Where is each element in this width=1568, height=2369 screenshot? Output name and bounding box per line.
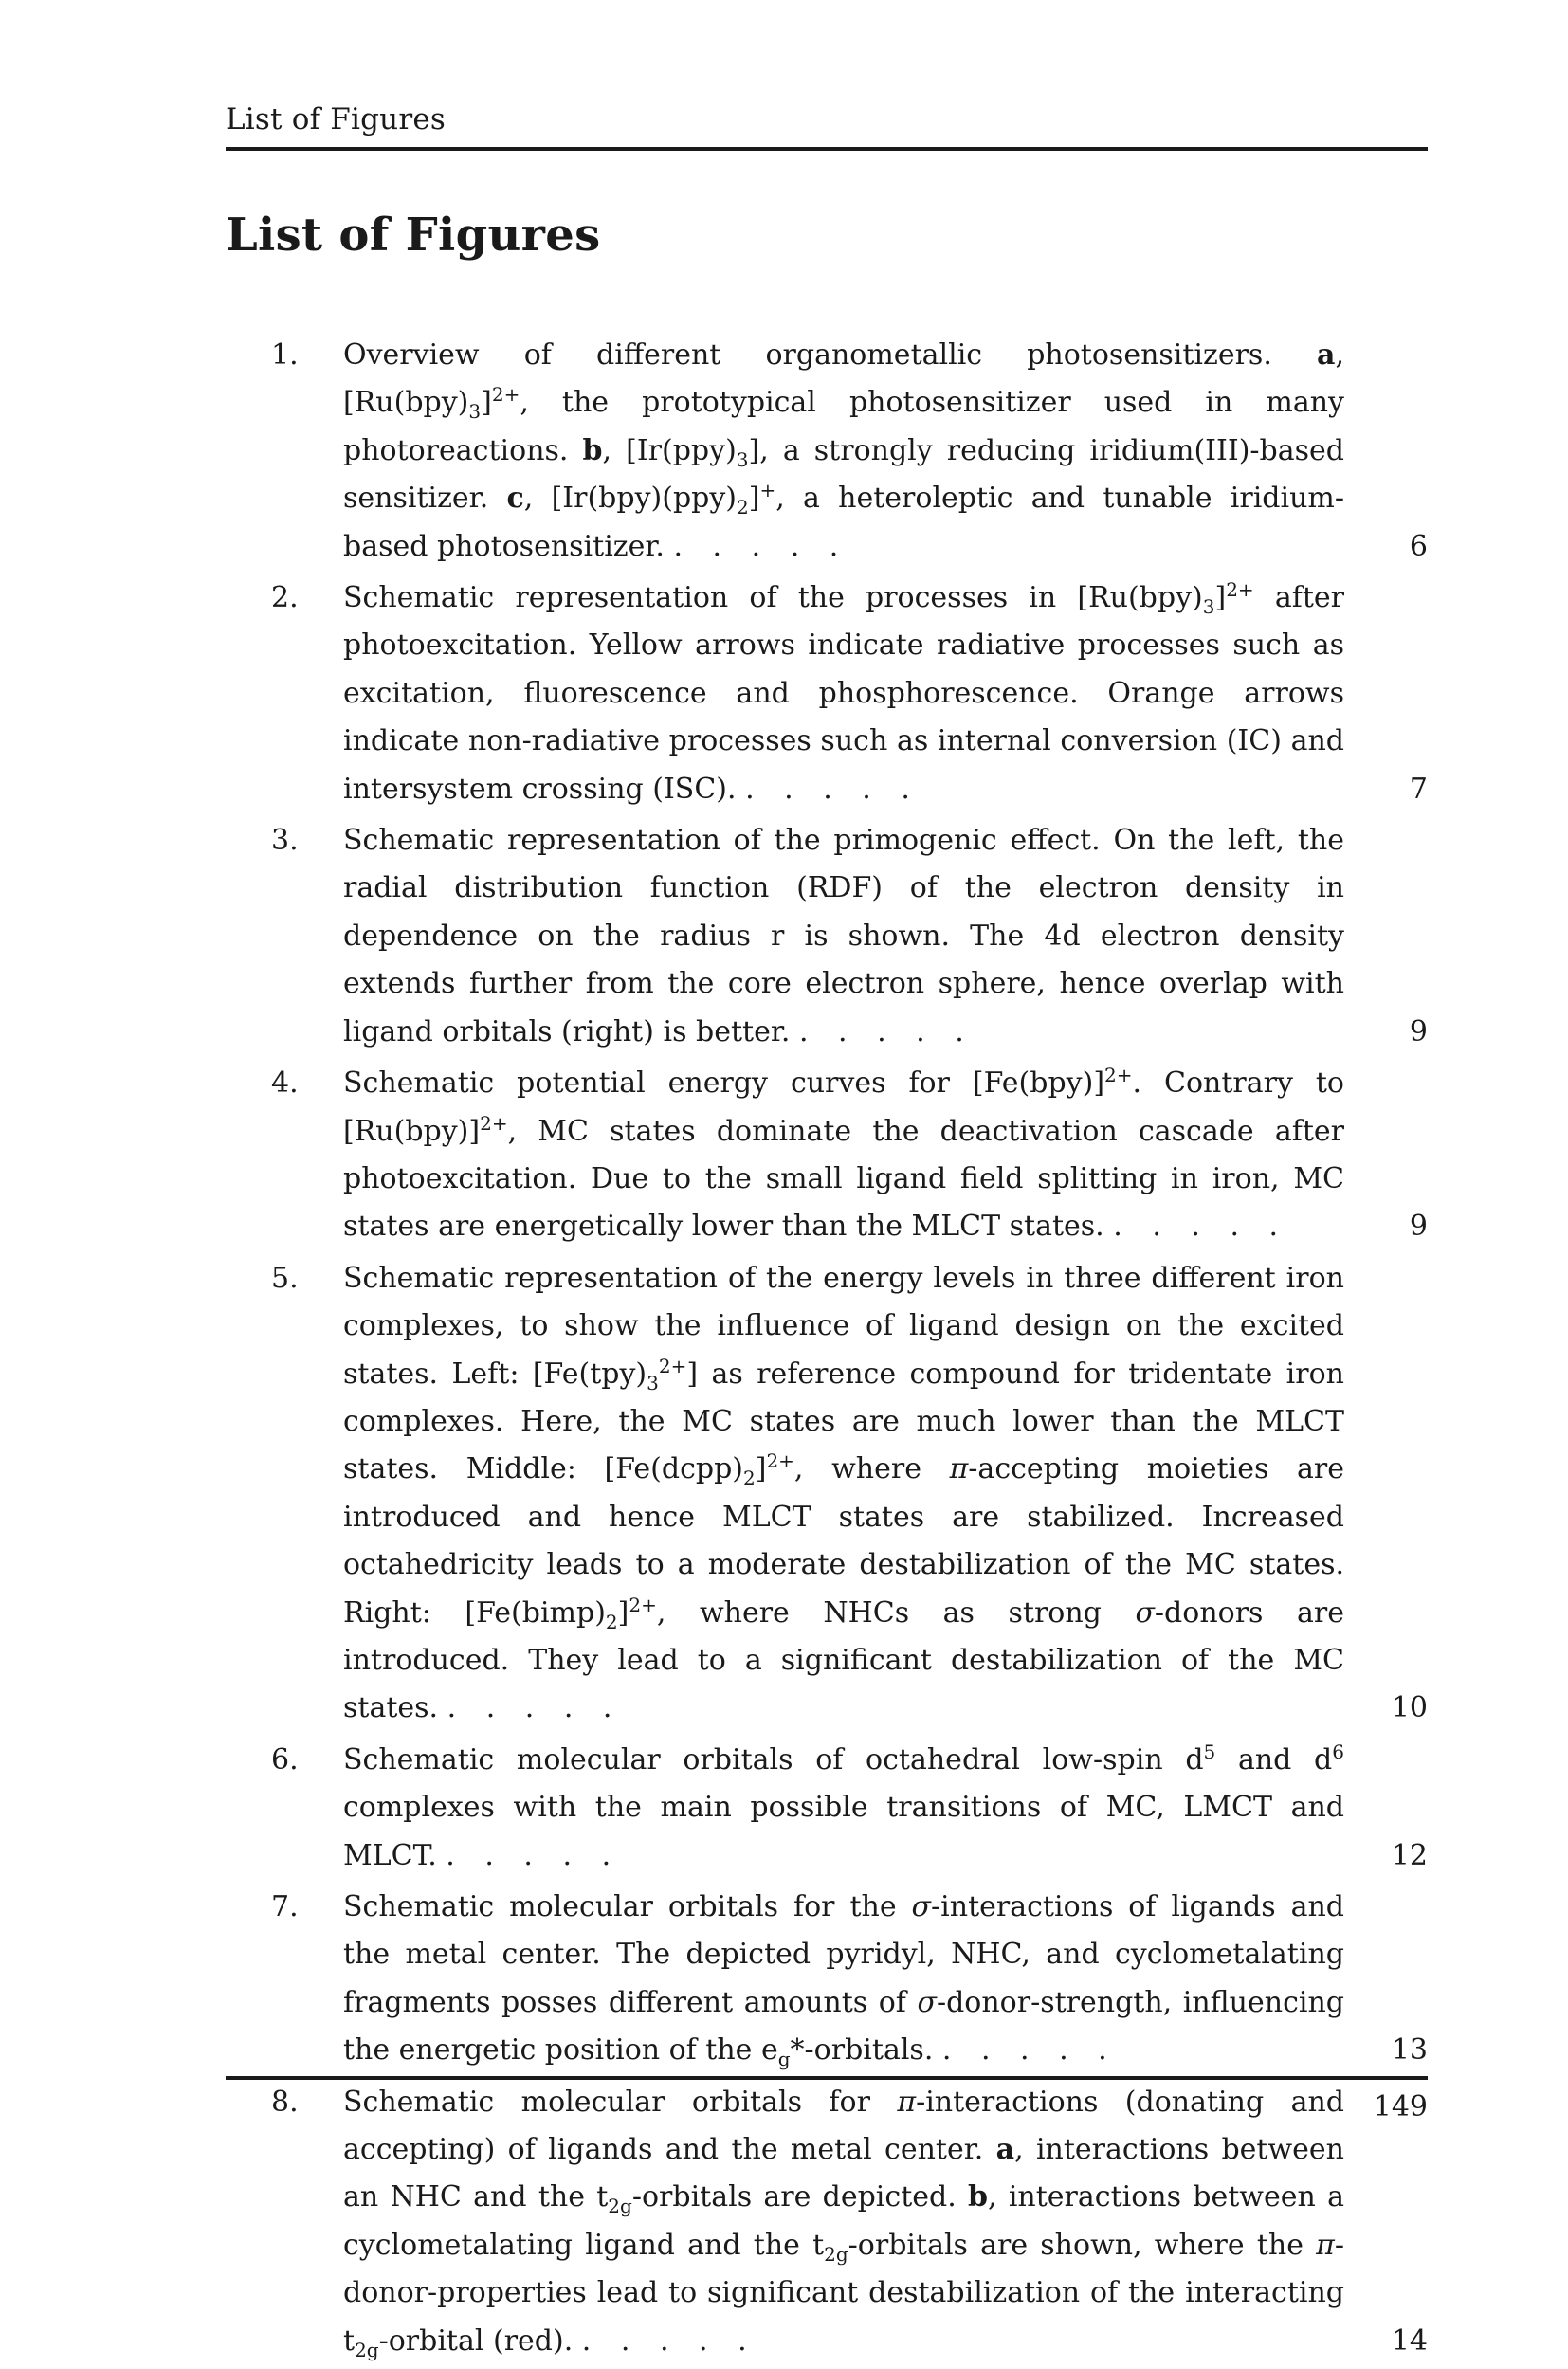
figure-entry-body: [343, 332, 1428, 571]
figure-page-number[interactable]: 7: [1409, 772, 1428, 806]
figure-page-number[interactable]: 6: [1409, 529, 1428, 563]
figure-caption: Schematic molecular orbitals for π-interactions (donating and accepting) of ligands and the metal center. a, interactions between an NHC and the $t_{2g}$-orbitals are depicted. b, interactions between a cyclometalating ligand and the $t_{2g}$-orbitals are shown, where the π-donor-properties lead to significant destabilization of the interacting $t_{2g}$-orbital (red). . . . . .: [343, 2085, 1344, 2361]
figure-number: 3.: [271, 824, 299, 858]
figure-number: 7.: [271, 1890, 299, 1923]
dot-leader: . . . . .: [446, 1838, 622, 1872]
dot-leader: . . . . .: [581, 2323, 757, 2358]
running-header: List of Figures: [226, 102, 447, 137]
figure-number: 1.: [271, 338, 299, 372]
figure-page-number[interactable]: 12: [1391, 1838, 1428, 1872]
figure-entry-body: [343, 2079, 1428, 2365]
figure-entry-body: [343, 1255, 1428, 1733]
dot-leader: . . . . .: [673, 529, 849, 563]
page-number: 149: [1373, 2090, 1428, 2123]
figure-entry[interactable]: [226, 1060, 1428, 1251]
figure-entry[interactable]: [226, 1884, 1428, 2075]
figure-page-number[interactable]: 14: [1391, 2323, 1428, 2358]
header-rule: [226, 147, 1428, 151]
figure-page-number[interactable]: 9: [1409, 1014, 1428, 1048]
figure-entry[interactable]: [226, 332, 1428, 571]
figure-caption: Schematic representation of the primogenic effect. On the left, the radial distribution function (RDF) of the electron density in dependence on the radius r is shown. The 4d electron density extends further from the core electron sphere, hence overlap with ligand orbitals (right) is better. . . . . .: [343, 824, 1344, 1048]
figure-page-number[interactable]: 10: [1391, 1691, 1428, 1725]
figure-entry-body: [343, 1737, 1428, 1880]
figure-entry-body: [343, 817, 1428, 1056]
figure-entry[interactable]: [226, 1737, 1428, 1880]
figure-entry-body: [343, 1884, 1428, 2075]
figure-entry[interactable]: [226, 574, 1428, 813]
dot-leader: . . . . .: [798, 1014, 975, 1048]
dot-leader: . . . . .: [941, 2033, 1118, 2068]
figure-caption: Schematic potential energy curves for $[Fe(bpy)]^{2+}$. Contrary to $[Ru(bpy)]^{2+}$, MC states dominate the deactivation cascade after photoexcitation. Due to the small ligand field splitting in iron, MC states are energetically lower than the MLCT states. . . . . .: [343, 1064, 1344, 1244]
figure-number: 4.: [271, 1066, 299, 1101]
figure-caption: Overview of different organometallic photosensitizers. a, $[Ru(bpy)_3]^{2+}$, the prototypical photosensitizer used in many photoreactions. b, $[Ir(ppy)_3]$, a strongly reducing iridium(III)-based sensitizer. c, $[Ir(bpy)(ppy)_2]^+$, a heteroleptic and tunable iridium-based photosensitizer. . . . . .: [343, 338, 1345, 563]
figure-entry-body: [343, 574, 1428, 813]
figure-list: [226, 332, 1428, 2369]
figure-number: 6.: [271, 1742, 299, 1777]
figure-entry[interactable]: [226, 817, 1428, 1056]
figure-entry[interactable]: [226, 1255, 1428, 1733]
figure-number: 2.: [271, 581, 299, 615]
figure-page-number[interactable]: 13: [1391, 2033, 1428, 2068]
figure-caption: Schematic representation of the processes in $[Ru(bpy)_3]^{2+}$ after photoexcitation. Yellow arrows indicate radiative processes such as excitation, fluorescence and phosphorescence. Orange arrows indicate non-radiative processes such as internal conversion (IC) and intersystem crossing (ISC). . . . . .: [343, 578, 1344, 806]
figure-page-number[interactable]: 9: [1409, 1210, 1428, 1244]
figure-entry-body: [343, 1060, 1428, 1251]
footer-rule: [226, 2076, 1428, 2080]
figure-caption: Schematic representation of the energy levels in three different iron complexes, to show the influence of ligand design on the excited states. Left: $[Fe(tpy)_3^{2+}]$ as reference compound for tridentate iron complexes. Here, the MC states are much lower than the MLCT states. Middle: $[Fe(dcpp)_2]^{2+}$, where π-accepting moieties are introduced and hence MLCT states are stabilized. Increased octahedricity leads to a moderate destabilization of the MC states. Right: $[Fe(bimp)_2]^{2+}$, where NHCs as strong σ-donors are introduced. They lead to a significant destabilization of the MC states. . . . . .: [343, 1261, 1344, 1725]
figure-entry[interactable]: [226, 2079, 1428, 2365]
figure-number: 5.: [271, 1261, 299, 1295]
dot-leader: . . . . .: [1113, 1210, 1289, 1244]
figure-number: 8.: [271, 2085, 299, 2119]
figure-caption: Schematic molecular orbitals for the σ-interactions of ligands and the metal center. The depicted pyridyl, NHC, and cyclometalating fragments posses different amounts of σ-donor-strength, influencing the energetic position of the $e_g*$-orbitals. . . . . .: [343, 1890, 1344, 2071]
dot-leader: . . . . .: [745, 772, 921, 806]
figure-caption: Schematic molecular orbitals of octahedral low-spin $d^5$ and $d^6$ complexes with the main possible transitions of MC, LMCT and MLCT. . . . . .: [343, 1740, 1344, 1872]
page-title: List of Figures: [226, 209, 601, 262]
dot-leader: . . . . .: [447, 1691, 623, 1725]
